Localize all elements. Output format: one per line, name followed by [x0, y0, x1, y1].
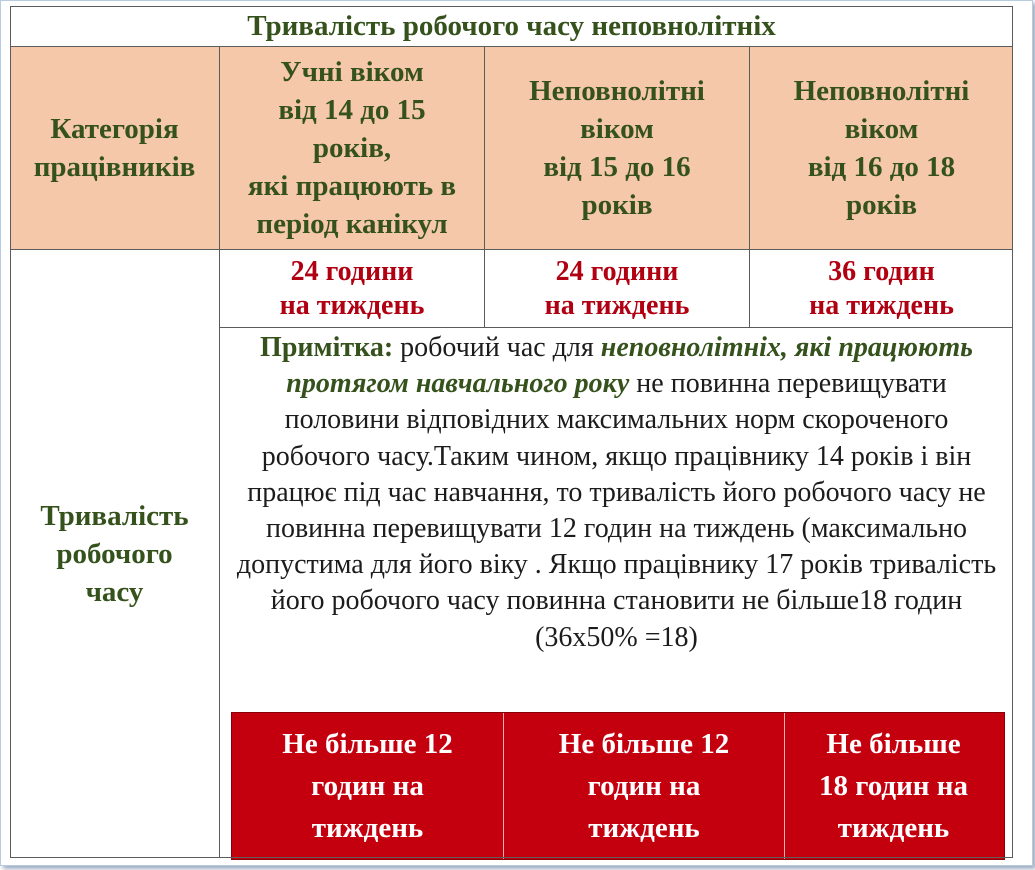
hours-line: 24 години: [290, 255, 414, 287]
header-column-15-16: [484, 46, 749, 249]
header-category-line: Категорія: [50, 113, 179, 145]
limit-line: тиждень: [588, 812, 700, 844]
limit-line: годин на: [587, 770, 701, 802]
table-title: Тривалість робочого часу неповнолітніх: [10, 6, 1013, 46]
row-label-line: Тривалість: [40, 500, 189, 532]
limit-cell: [784, 713, 1002, 859]
header-line: років,: [312, 132, 392, 164]
header-line: період канікул: [256, 208, 448, 240]
hours-line: на тиждень: [544, 289, 690, 321]
row-label-line: часу: [85, 576, 144, 608]
header-line: Неповнолітні: [529, 75, 705, 107]
header-category: [10, 46, 219, 249]
header-line: від 16 до 18: [807, 151, 956, 183]
header-column-14-15: [219, 46, 484, 249]
header-line: Неповнолітні: [793, 75, 970, 107]
hours-cell: [749, 249, 1013, 327]
limit-line: тиждень: [837, 812, 950, 844]
limit-cell: [232, 713, 503, 859]
note-label: Примітка:: [260, 332, 394, 363]
limit-line: годин на: [311, 770, 424, 802]
row-label-line: робочого: [56, 538, 173, 570]
header-line: років: [581, 189, 653, 221]
note-emphasis: неповнолітніх, які працюють протягом навчального року: [286, 332, 973, 400]
header-column-16-18: [749, 46, 1013, 249]
note-text: робочий час для: [393, 332, 601, 363]
header-category-line: працівників: [33, 151, 196, 183]
header-line: Учні віком: [280, 56, 424, 88]
hours-cell: [219, 249, 484, 327]
limit-line: тиждень: [311, 812, 424, 844]
hours-cell: [484, 249, 749, 327]
hours-line: 24 години: [555, 255, 679, 287]
limit-line: Не більше: [826, 728, 961, 760]
note-text: не повинна перевищувати половини відповідних максимальних норм скороченого робочого часу.Таким чином, якщо працівнику 14 років і він працює під час навчання, то тривалість його робочого часу не повинна перевищувати 12 годин на тиждень (максимально допустима для його віку . Якщо працівнику 17 років тривалість його робочого часу повинна становити не більше18 годин (36х50% =18): [236, 368, 997, 653]
hours-line: на тиждень: [279, 289, 425, 321]
column-divider: [219, 710, 221, 858]
header-line: які працюють в: [247, 170, 457, 202]
header-line: віком: [844, 113, 919, 145]
note-paragraph: [219, 327, 1013, 710]
row-label-working-time: [10, 249, 219, 858]
limit-line: 18 годин на: [819, 770, 968, 802]
limits-block: [231, 712, 1005, 860]
header-line: віком: [580, 113, 654, 145]
limit-cell: [503, 713, 784, 859]
limit-line: Не більше 12: [282, 728, 453, 760]
header-line: від 15 до 16: [543, 151, 691, 183]
limit-line: Не більше 12: [558, 728, 730, 760]
header-line: років: [845, 189, 918, 221]
hours-line: 36 годин: [828, 255, 935, 287]
hours-line: на тиждень: [809, 289, 954, 321]
header-line: від 14 до 15: [278, 94, 426, 126]
